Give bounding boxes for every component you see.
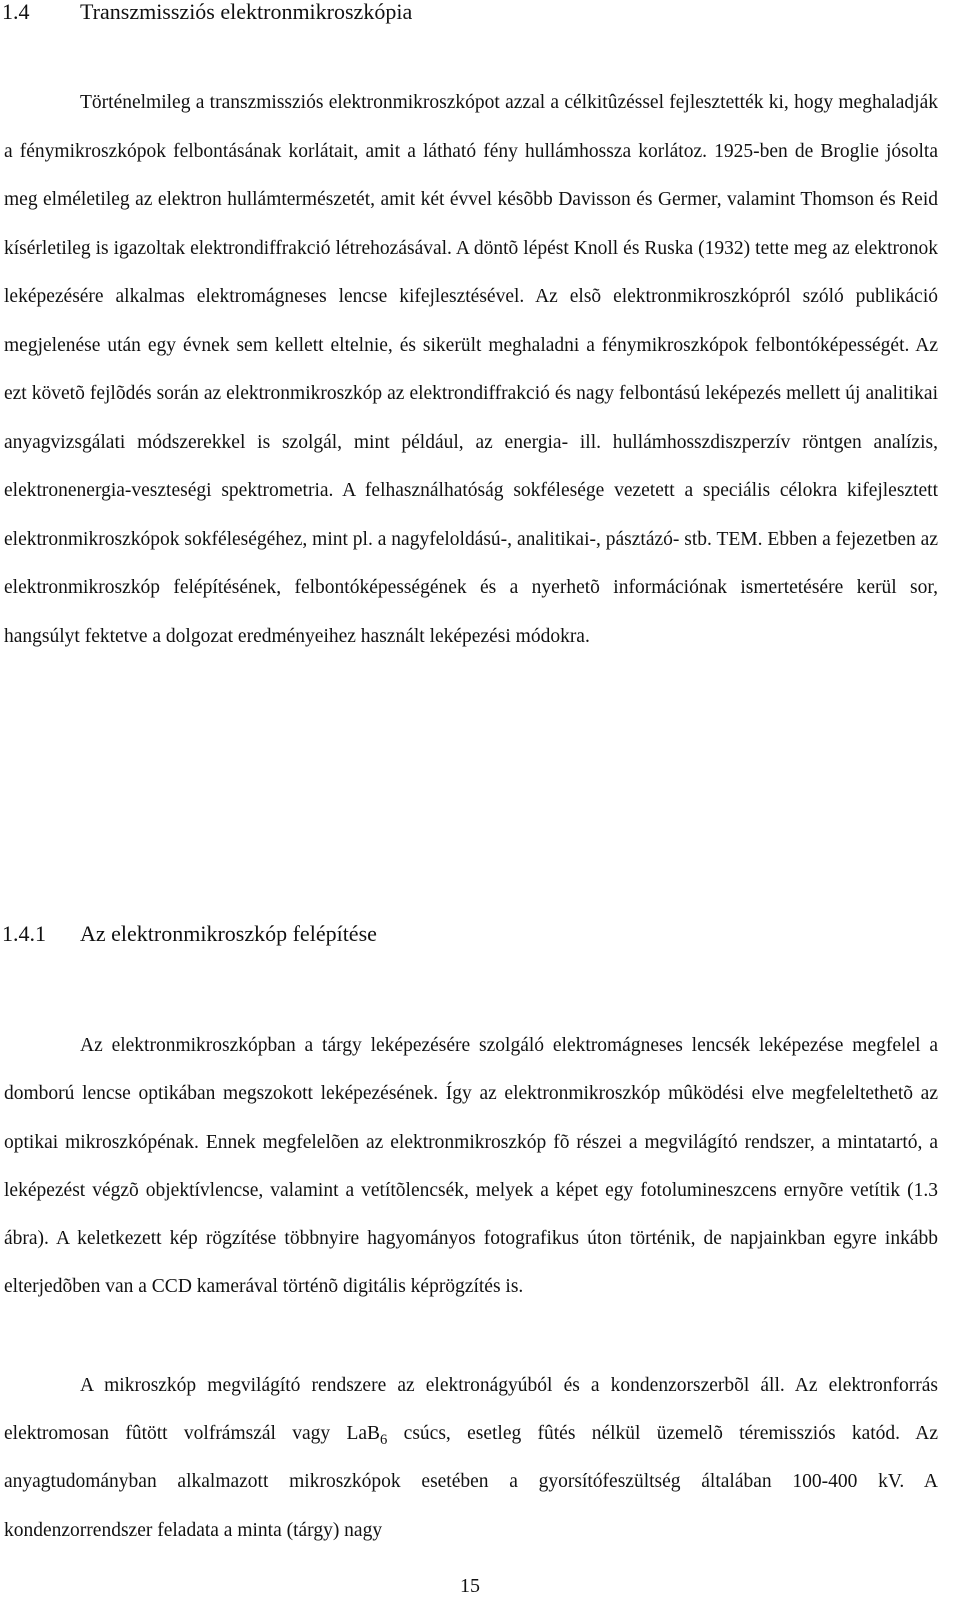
subsection-heading xyxy=(2,921,377,946)
section-title: Transzmissziós elektronmikroszkópia xyxy=(80,0,413,24)
subsection-title: Az elektronmikroszkóp felépítése xyxy=(80,921,377,946)
subsection-number: 1.4.1 xyxy=(2,921,46,946)
lab6-subscript: 6 xyxy=(380,1432,388,1449)
paragraph-2-text-after: csúcs, esetleg fûtés nélkül üzemelõ téremissziós katód. Az anyagtudományban alkalmazott mikroszkópok esetében a gyorsítófeszültség általában 100-400 kV. A kondenzorrendszer feladata a minta (tárgy) nagy xyxy=(4,1423,938,1541)
subsection-paragraph-1: Az elektronmikroszkópban a tárgy leképezésére szolgáló elektromágneses lencsék leképezése megfelel a domború lencse optikában megszokott leképezésének. Így az elektronmikroszkóp mûködési elve megfeleltethetõ az optikai mikroszkópénak. Ennek megfelelõen az elektronmikroszkóp fõ részei a megvilágító rendszer, a mintatartó, a leképezést végzõ objektívlencse, valamint a vetítõlencsék, melyek a képet egy fotolumineszcens ernyõre vetítik (1.3 ábra). A keletkezett kép rögzítése többnyire hagyományos fotografikus úton történik, de napjainkban egyre inkább elterjedõben van a CCD kamerával történõ digitális képrögzítés is. xyxy=(4,1035,938,1298)
paragraph-2-text-before: A mikroszkóp megvilágító rendszere az elektronágyúból és a kondenzorszerbõl áll. Az elektronforrás elektromosan fûtött volfrámszál vagy LaB xyxy=(4,1375,938,1445)
page-number: 15 xyxy=(460,1575,480,1597)
section-number: 1.4 xyxy=(2,0,30,24)
subsection-paragraph-2 xyxy=(4,1362,938,1555)
section-heading xyxy=(2,0,413,24)
section-paragraph: Történelmileg a transzmissziós elektronmikroszkópot azzal a célkitûzéssel fejlesztették ki, hogy meghaladják a fénymikroszkópok felbontásának korlátait, amit a látható fény hullámhossza korlátoz. 1925-ben de Broglie jósolta meg elméletileg az elektron hullámtermészetét, amit két évvel késõbb Davisson és Germer, valamint Thomson és Reid kísérletileg is igazoltak elektrondiffrakció létrehozásával. A döntõ lépést Knoll és Ruska (1932) tette meg az elektronok leképezésére alkalmas elektromágneses lencse kifejlesztésével. Az elsõ elektronmikroszkópról szóló publikáció megjelenése után egy évnek sem kellett eltelnie, és sikerült meghaladni a fénymikroszkópok felbontóképességét. Az ezt követõ fejlõdés során az elektronmikroszkóp az elektrondiffrakció és nagy felbontású leképezés mellett új analitikai anyagvizsgálati módszerekkel is szolgál, mint például, az energia- ill. hullámhosszdiszperzív röntgen analízis, elektronenergia-veszteségi spektrometria. A felhasználhatóság sokfélesége vezetett a speciális célokra kifejlesztett elektronmikroszkópok sokféleségéhez, mint pl. a nagyfeloldású-, analitikai-, pásztázó- stb. TEM. Ebben a fejezetben az elektronmikroszkóp felépítésének, felbontóképességének és a nyerhetõ információnak ismertetésére kerül sor, hangsúlyt fektetve a dolgozat eredményeihez használt leképezési módokra. xyxy=(4,92,938,647)
